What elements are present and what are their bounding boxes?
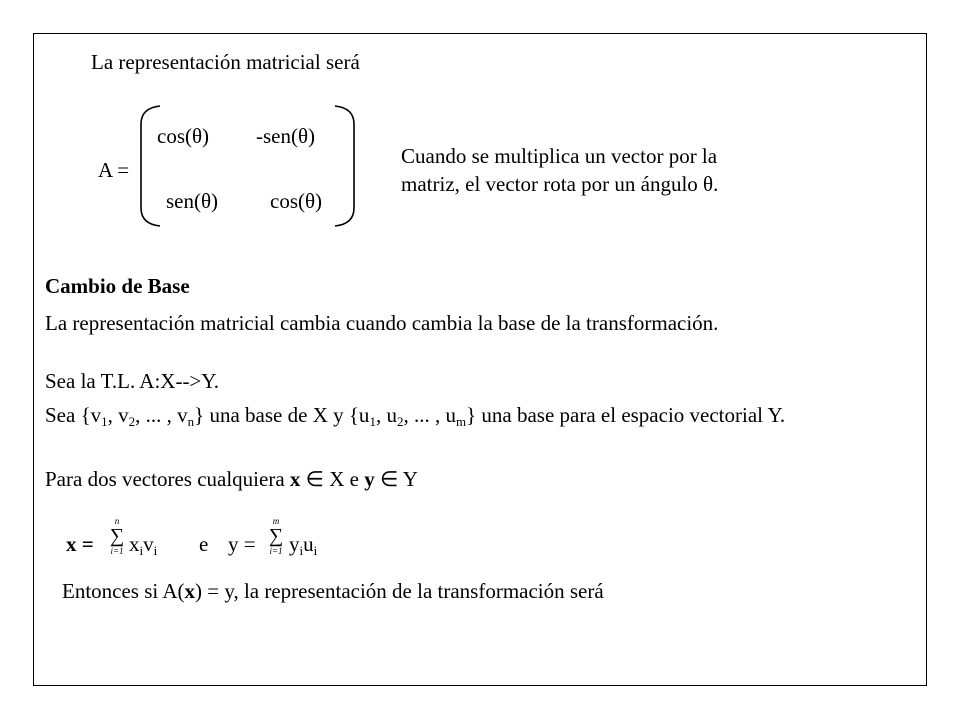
section-line1: La representación matricial cambia cuando cambia la base de la transformación. <box>45 311 719 335</box>
matrix-label: A = <box>98 158 130 182</box>
matrix-cell-r2c2: cos(θ) <box>270 189 323 213</box>
sum-x-sigma: n ∑ i=1 <box>109 516 125 556</box>
formula-x-terms: $x_iv_i$ <box>129 532 158 558</box>
rotation-note-line1: Cuando se multiplica un vector por la <box>401 144 718 168</box>
formula-conjunction: e <box>199 532 209 556</box>
sum-y-sigma: m ∑ i=1 <box>268 516 284 556</box>
formula-y-lhs: y = <box>228 532 256 556</box>
rotation-note-line2: matriz, el vector rota por un ángulo θ. <box>401 172 719 196</box>
matrix-cell-r1c1: cos(θ) <box>157 124 210 148</box>
matrix-cell-r2c1: sen(θ) <box>166 189 219 213</box>
formula-x-lhs: x = <box>66 532 94 556</box>
matrix-left-paren <box>138 104 164 228</box>
vectors-line: Para dos vectores cualquiera x ∈ X e y ∈ Y <box>45 467 418 491</box>
intro-text: La representación matricial será <box>91 50 360 74</box>
basis-paragraph: Sea {$v_1$, $v_2$, ... , $v_n$} una base de X y {$u_1$, $u_2$, ... , $u_m$} una base para el espacio vectorial Y. <box>45 403 786 429</box>
section-heading: Cambio de Base <box>45 274 190 298</box>
matrix-right-paren <box>331 104 357 228</box>
matrix-cell-r1c2: -sen(θ) <box>256 124 316 148</box>
tl-definition: Sea la T.L. A:X-->Y. <box>45 369 219 393</box>
formula-y-terms: $y_iu_i$ <box>289 532 318 558</box>
conclusion-line: Entonces si A(x) = y, la representación de la transformación será <box>62 579 604 603</box>
